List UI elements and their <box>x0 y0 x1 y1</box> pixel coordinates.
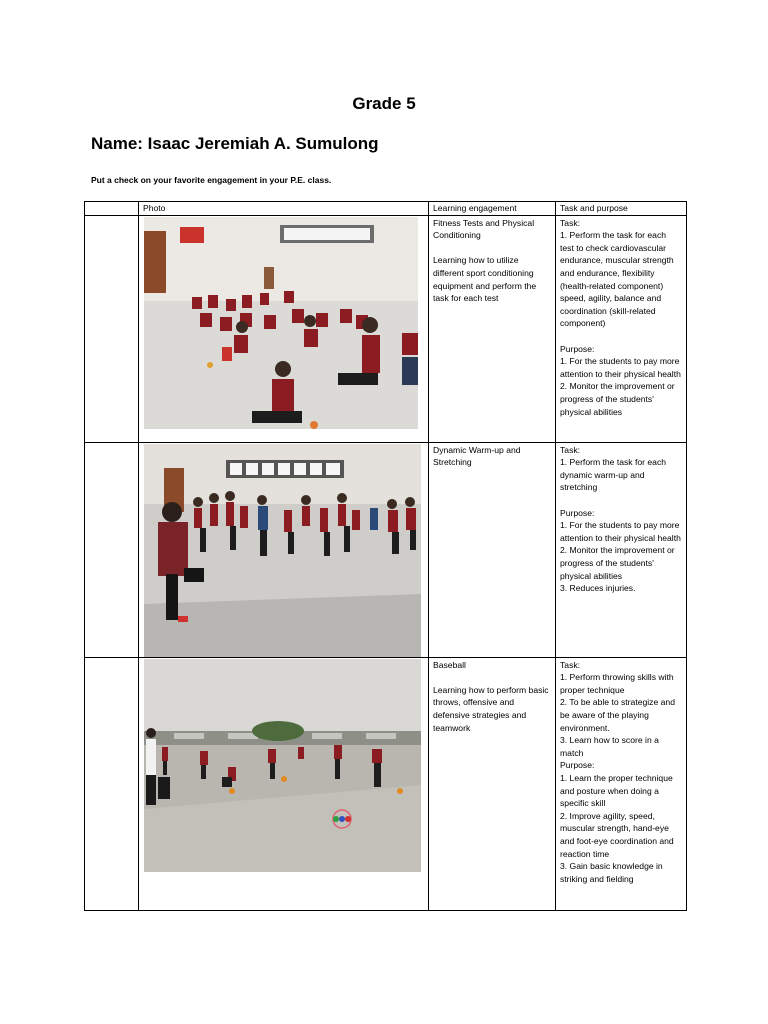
engagement-text: Baseball Learning how to perform basic throws, offensive and defensive strategies and teamwork <box>433 659 549 733</box>
page-title: Grade 5 <box>352 94 416 113</box>
table-row <box>85 215 687 442</box>
engagement-cell <box>429 657 556 910</box>
column-header-check <box>85 202 139 216</box>
fitness-test-photo <box>144 217 418 429</box>
check-cell[interactable] <box>85 657 139 910</box>
check-cell[interactable] <box>85 215 139 442</box>
check-cell[interactable] <box>85 442 139 657</box>
photo-cell <box>139 215 429 442</box>
task-purpose-text: Task: 1. Perform throwing skills with proper technique 2. To be able to strategize and be aware of the playing environment. 3. Learn how to score in a match Purpose: 1. Learn the proper technique and posture when doing a specific skill 2. Improve agility, speed, muscular strength, hand-eye and foot-eye coordination and reaction time 3. Gain basic knowledge in striking and fielding <box>560 659 675 884</box>
column-header-photo: Photo <box>139 202 429 216</box>
engagement-text: Dynamic Warm-up and Stretching <box>433 444 521 468</box>
instruction-text: Put a check on your favorite engagement in your P.E. class. <box>91 175 332 185</box>
task-purpose-text: Task: 1. Perform the task for each dynamic warm-up and stretching Purpose: 1. For the students to pay more attention to their physical health 2. Monitor the improvement or progress of the students' physical abilities 3. Reduces injuries. <box>560 444 681 594</box>
student-name: Name: Isaac Jeremiah A. Sumulong <box>91 134 379 153</box>
column-header-task: Task and purpose <box>556 202 687 216</box>
table-row <box>85 657 687 910</box>
engagement-cell <box>429 215 556 442</box>
engagement-cell <box>429 442 556 657</box>
column-header-engagement: Learning engagement <box>429 202 556 216</box>
baseball-photo <box>144 659 421 872</box>
task-cell <box>556 657 687 910</box>
engagement-text: Fitness Tests and Physical Conditioning Learning how to utilize different sport conditioning equipment and perform the task for each test <box>433 217 537 304</box>
table-header-row <box>85 202 687 216</box>
warm-up-photo <box>144 444 421 657</box>
task-purpose-text: Task: 1. Perform the task for each test to check cardiovascular endurance, muscular strength and endurance, flexibility (health-related component) speed, agility, balance and coordination (skill-related component) Purpose: 1. For the students to pay more attention to their physical health 2. Monitor the improvement or progress of the students' physical abilities <box>560 217 681 417</box>
photo-cell <box>139 657 429 910</box>
engagement-table <box>84 201 687 911</box>
photo-cell <box>139 442 429 657</box>
task-cell <box>556 215 687 442</box>
task-cell <box>556 442 687 657</box>
table-row <box>85 442 687 657</box>
